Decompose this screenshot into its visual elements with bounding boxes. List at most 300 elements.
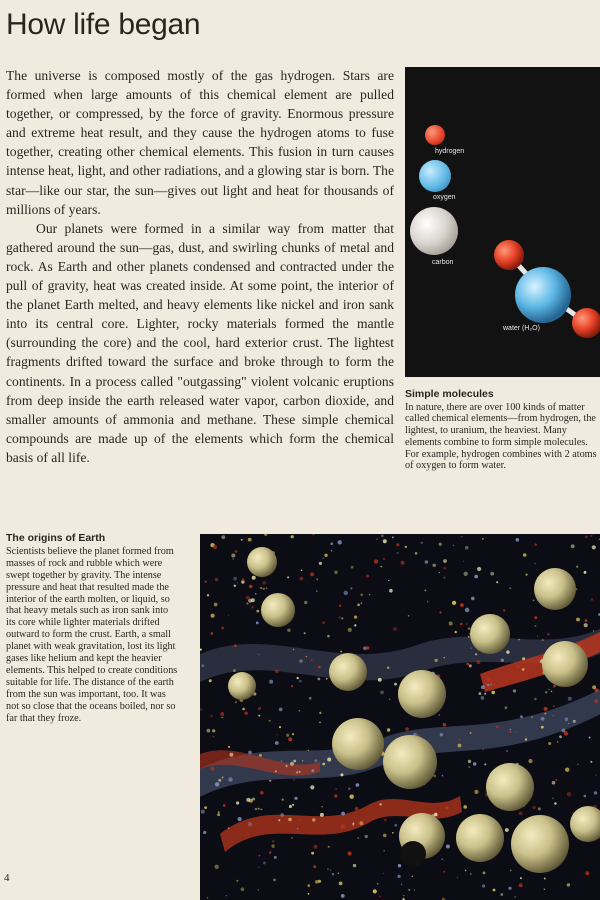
dust-speck: [279, 708, 283, 712]
dust-speck: [481, 685, 485, 689]
page-title: How life began: [6, 8, 201, 41]
dust-speck: [470, 647, 471, 648]
dust-speck: [258, 654, 260, 656]
dust-speck: [398, 875, 401, 878]
dust-speck: [573, 720, 576, 723]
dust-speck: [288, 737, 292, 741]
dust-speck: [534, 563, 535, 564]
dust-speck: [470, 873, 472, 875]
dust-speck: [387, 666, 390, 669]
dust-speck: [366, 646, 369, 649]
dust-speck: [481, 696, 485, 700]
dust-speck: [246, 798, 250, 802]
dust-speck: [544, 878, 546, 880]
dust-speck: [323, 558, 324, 559]
dust-speck: [366, 575, 369, 578]
dust-speck: [235, 550, 238, 553]
dust-speck: [273, 879, 276, 882]
dust-speck: [401, 883, 403, 885]
dust-speck: [509, 587, 511, 589]
dust-speck: [260, 809, 262, 811]
dust-speck: [228, 777, 232, 781]
oxygen-label: oxygen: [433, 194, 456, 201]
dust-speck: [414, 889, 415, 890]
dust-speck: [294, 797, 297, 800]
dust-speck: [331, 550, 332, 551]
dust-speck: [389, 589, 393, 593]
dust-speck: [534, 616, 537, 619]
dust-speck: [514, 896, 516, 898]
dust-speck: [332, 873, 334, 875]
dust-speck: [210, 715, 213, 718]
dust-speck: [538, 807, 541, 810]
dust-speck: [204, 806, 207, 809]
dust-speck: [525, 738, 527, 740]
dust-speck: [326, 678, 328, 680]
dust-speck: [383, 873, 384, 874]
dust-speck: [226, 895, 227, 896]
dust-speck: [246, 596, 250, 600]
dust-speck: [274, 856, 277, 859]
dust-speck: [286, 765, 288, 767]
dust-speck: [292, 804, 294, 806]
dust-speck: [260, 587, 262, 589]
dust-speck: [591, 598, 594, 601]
dust-speck: [357, 604, 360, 607]
rock-mass: [383, 735, 437, 789]
dust-speck: [205, 581, 207, 583]
dust-speck: [207, 594, 209, 596]
dust-speck: [351, 566, 354, 569]
dust-speck: [310, 572, 314, 576]
dust-speck: [567, 792, 571, 796]
dust-speck: [241, 539, 243, 541]
dust-speck: [444, 657, 445, 658]
dust-speck: [200, 708, 202, 710]
dust-speck: [211, 614, 215, 618]
earth-caption: [6, 533, 178, 725]
dust-speck: [520, 715, 523, 718]
dust-speck: [234, 644, 237, 647]
dust-speck: [318, 666, 321, 669]
dust-speck: [228, 746, 230, 748]
dust-speck: [293, 649, 295, 651]
dust-speck: [312, 818, 315, 821]
rock-mass: [400, 841, 426, 867]
rock-masses-illustration: [200, 534, 600, 900]
dust-speck: [506, 750, 508, 752]
dust-speck: [490, 684, 492, 686]
dust-speck: [384, 819, 387, 822]
dust-speck: [383, 834, 387, 838]
molecules-caption-title: Simple molecules: [405, 388, 494, 400]
dust-speck: [544, 888, 546, 890]
dust-speck: [501, 659, 504, 662]
dust-speck: [269, 720, 271, 722]
dust-speck: [236, 801, 239, 804]
dust-speck: [592, 685, 596, 689]
dust-speck: [461, 536, 462, 537]
dust-speck: [260, 791, 263, 794]
dust-speck: [392, 832, 394, 834]
dust-speck: [328, 846, 330, 848]
dust-speck: [383, 539, 387, 543]
dust-speck: [341, 812, 345, 816]
dust-speck: [547, 633, 549, 635]
dust-speck: [215, 865, 219, 869]
molecules-caption: [405, 389, 600, 472]
dust-speck: [258, 715, 260, 717]
dust-speck: [299, 680, 302, 683]
dust-speck: [439, 611, 441, 613]
dust-speck: [341, 617, 343, 619]
dust-speck: [589, 737, 591, 739]
dust-speck: [387, 728, 390, 731]
dust-speck: [401, 561, 405, 565]
dust-speck: [213, 736, 215, 738]
dust-speck: [286, 734, 289, 737]
dust-speck: [377, 883, 379, 885]
dust-speck: [506, 650, 509, 653]
dust-speck: [519, 883, 523, 887]
dust-speck: [314, 845, 318, 849]
dust-speck: [233, 577, 237, 581]
rock-mass: [511, 815, 569, 873]
dust-speck: [443, 871, 445, 873]
dust-speck: [534, 698, 537, 701]
dust-speck: [238, 817, 242, 821]
rock-mass: [534, 568, 576, 610]
dust-speck: [496, 581, 498, 583]
dust-speck: [256, 610, 259, 613]
dust-speck: [525, 736, 526, 737]
dust-speck: [319, 722, 321, 724]
dust-speck: [218, 811, 220, 813]
dust-speck: [474, 575, 478, 579]
dust-speck: [269, 680, 273, 684]
dust-speck: [296, 771, 298, 773]
dust-speck: [339, 882, 343, 886]
dust-speck: [465, 608, 469, 612]
dust-speck: [562, 729, 566, 733]
dust-speck: [584, 795, 587, 798]
rock-mass: [398, 670, 446, 718]
dust-speck: [327, 868, 329, 870]
dust-speck: [201, 664, 204, 667]
dust-speck: [594, 699, 598, 703]
dust-speck: [433, 564, 436, 567]
dust-speck: [354, 624, 356, 626]
dust-speck: [440, 733, 443, 736]
dust-speck: [340, 773, 343, 776]
dust-speck: [457, 877, 458, 878]
dust-speck: [236, 880, 238, 882]
earth-caption-text: Scientists believe the planet formed from masses of rock and rubble which were swept together by gravity. The intense pressure and heat that resulted made the interior of the earth molten, or liquid, so that heavy metals such as iron sank into its core while lighter materials drifted outward to form the crust. Earth, a small planet with weak gravitation, lost its light gases like helium and kept the heavier elements. This helped to create conditions suitable for life. The distance of the earth from the sun was important, too. It was not so close that the oceans boiled, nor so far that they froze.: [6, 545, 178, 724]
dust-speck: [327, 635, 330, 638]
dust-speck: [271, 844, 274, 847]
rock-mass: [486, 763, 534, 811]
dust-speck: [522, 657, 525, 660]
dust-speck: [508, 887, 511, 890]
dust-speck: [222, 777, 224, 779]
dust-speck: [228, 827, 230, 829]
dust-speck: [373, 889, 377, 893]
dust-speck: [506, 681, 508, 683]
dust-speck: [500, 893, 503, 896]
dust-speck: [553, 705, 555, 707]
dust-speck: [221, 535, 225, 539]
dust-speck: [269, 851, 271, 853]
dust-speck: [348, 788, 351, 791]
rock-mass: [456, 814, 504, 862]
dust-speck: [255, 593, 257, 595]
dust-speck: [242, 578, 245, 581]
dust-speck: [233, 669, 236, 672]
dust-speck: [389, 699, 390, 700]
dust-speck: [394, 824, 397, 827]
dust-speck: [249, 585, 253, 589]
dust-speck: [348, 628, 352, 632]
dust-speck: [357, 837, 359, 839]
dust-speck: [360, 594, 363, 597]
dust-speck: [350, 587, 352, 589]
dust-speck: [434, 813, 437, 816]
dust-speck: [491, 691, 495, 695]
dust-speck: [442, 775, 444, 777]
dust-speck: [443, 723, 446, 726]
dust-speck: [258, 808, 260, 810]
dust-speck: [292, 733, 294, 735]
dust-speck: [300, 577, 304, 581]
dust-speck: [338, 540, 342, 544]
paragraph-1: The universe is composed mostly of the gas hydrogen. Stars are formed when large amounts of this chemical element are pulled together, or compressed, by the force of gravity. Enormous pressure and extreme heat result, and they cause the hydrogen atoms to fuse together, creating other chemical elements. This fusion in turn causes intense heat, light, and other radiations, and a glowing star is born. The star—like our star, the sun—gives out light and heat for thousands of millions of years.: [6, 68, 394, 217]
dust-speck: [571, 544, 575, 548]
dust-speck: [290, 762, 294, 766]
dust-speck: [473, 762, 476, 765]
dust-speck: [327, 758, 331, 762]
dust-speck: [297, 828, 299, 830]
dust-speck: [534, 625, 536, 627]
rock-mass: [542, 641, 588, 687]
dust-speck: [300, 819, 302, 821]
dust-speck: [544, 713, 546, 715]
dust-speck: [542, 639, 544, 641]
dust-speck: [470, 732, 472, 734]
dust-speck: [297, 677, 299, 679]
dust-speck: [522, 668, 525, 671]
dust-speck: [354, 616, 357, 619]
dust-speck: [304, 632, 306, 634]
dust-speck: [471, 597, 475, 601]
dust-speck: [532, 806, 535, 809]
dust-speck: [258, 867, 260, 869]
dust-speck: [322, 621, 325, 624]
dust-speck: [465, 870, 467, 872]
dust-speck: [544, 707, 548, 711]
dust-speck: [518, 639, 520, 641]
dust-speck: [293, 779, 295, 781]
dust-speck: [293, 760, 296, 763]
dust-speck: [439, 714, 441, 716]
dust-speck: [218, 779, 221, 782]
dust-speck: [405, 727, 409, 731]
dust-speck: [577, 764, 578, 765]
dust-speck: [308, 884, 311, 887]
dust-speck: [315, 880, 319, 884]
dust-speck: [256, 622, 259, 625]
water-hydrogen-atom-2: [572, 308, 600, 338]
dust-speck: [252, 576, 256, 580]
dust-speck: [482, 884, 485, 887]
dust-speck: [324, 554, 327, 557]
dust-speck: [321, 806, 323, 808]
dust-speck: [281, 760, 283, 762]
dust-speck: [520, 877, 522, 879]
dust-speck: [535, 544, 537, 546]
dust-speck: [439, 543, 442, 546]
dust-speck: [479, 692, 482, 695]
dust-speck: [209, 679, 212, 682]
dust-speck: [590, 761, 592, 763]
dust-speck: [355, 807, 359, 811]
dust-speck: [439, 572, 440, 573]
dust-speck: [548, 742, 551, 745]
dust-speck: [459, 739, 461, 741]
dust-speck: [323, 759, 324, 760]
dust-speck: [565, 768, 569, 772]
dust-speck: [526, 574, 528, 576]
molecules-figure: [405, 67, 600, 377]
dust-speck: [398, 864, 401, 867]
dust-speck: [213, 545, 217, 549]
dust-speck: [248, 751, 252, 755]
dust-speck: [412, 876, 413, 877]
dust-speck: [352, 824, 354, 826]
dust-speck: [594, 791, 597, 794]
dust-speck: [455, 631, 457, 633]
dust-speck: [486, 677, 490, 681]
water-hydrogen-atom-1: [494, 240, 524, 270]
dust-speck: [379, 896, 381, 898]
dust-speck: [282, 799, 284, 801]
dust-speck: [458, 744, 462, 748]
dust-speck: [548, 689, 549, 690]
dust-speck: [463, 805, 467, 809]
dust-speck: [287, 576, 289, 578]
dust-speck: [551, 691, 552, 692]
dust-speck: [291, 535, 294, 538]
dust-speck: [359, 821, 363, 825]
dust-speck: [475, 653, 477, 655]
dust-speck: [369, 594, 370, 595]
dust-speck: [281, 813, 284, 816]
dust-speck: [308, 893, 310, 895]
dust-speck: [291, 837, 293, 839]
dust-speck: [568, 723, 569, 724]
dust-speck: [541, 726, 544, 729]
dust-speck: [278, 819, 280, 821]
dust-speck: [308, 750, 309, 751]
dust-speck: [381, 534, 384, 537]
dust-speck: [509, 731, 511, 733]
rock-mass: [470, 614, 510, 654]
dust-speck: [258, 707, 261, 710]
dust-speck: [350, 795, 354, 799]
dust-speck: [490, 572, 494, 576]
dust-speck: [279, 726, 281, 728]
dust-speck: [505, 706, 508, 709]
dust-speck: [383, 850, 385, 852]
dust-speck: [484, 693, 486, 695]
dust-speck: [334, 571, 337, 574]
dust-speck: [314, 759, 317, 762]
dust-speck: [554, 802, 556, 804]
dust-speck: [441, 858, 443, 860]
dust-speck: [483, 872, 486, 875]
dust-speck: [275, 741, 279, 745]
dust-speck: [244, 712, 247, 715]
dust-speck: [215, 782, 219, 786]
dust-speck: [365, 835, 368, 838]
dust-speck: [592, 545, 596, 549]
dust-speck: [510, 870, 511, 871]
dust-speck: [232, 558, 234, 560]
dust-speck: [338, 616, 340, 618]
dust-speck: [474, 790, 478, 794]
dust-speck: [318, 678, 321, 681]
dust-speck: [320, 813, 324, 817]
rock-mass: [228, 672, 256, 700]
dust-speck: [361, 602, 363, 604]
dust-speck: [568, 697, 572, 701]
dust-speck: [235, 701, 237, 703]
dust-speck: [477, 567, 481, 571]
dust-speck: [585, 536, 588, 539]
molecules-caption-text: In nature, there are over 100 kinds of matter called chemical elements—from hydrogen, the lightest, to uranium, the heaviest. Many elements combine to form simple molecules.: [405, 401, 596, 448]
dust-speck: [557, 741, 558, 742]
dust-speck: [299, 771, 301, 773]
dust-speck: [356, 783, 360, 787]
dust-speck: [203, 831, 206, 834]
dust-speck: [405, 546, 407, 548]
dust-speck: [248, 822, 252, 826]
dust-speck: [468, 636, 470, 638]
dust-speck: [421, 542, 423, 544]
dust-speck: [269, 780, 271, 782]
dust-speck: [304, 601, 307, 604]
dust-speck: [487, 684, 489, 686]
dust-speck: [322, 763, 325, 766]
dust-speck: [425, 590, 427, 592]
main-article: [6, 66, 394, 467]
dust-speck: [341, 824, 345, 828]
dust-speck: [344, 591, 348, 595]
dust-speck: [394, 683, 397, 686]
dust-speck: [339, 605, 341, 607]
dust-speck: [272, 840, 274, 842]
dust-speck: [275, 669, 279, 673]
dust-speck: [380, 803, 382, 805]
dust-speck: [408, 615, 410, 617]
dust-speck: [309, 697, 312, 700]
dust-speck: [338, 873, 339, 874]
dust-speck: [523, 553, 527, 557]
dust-speck: [330, 869, 332, 871]
dust-speck: [443, 577, 445, 579]
dust-speck: [533, 600, 535, 602]
earth-caption-title: The origins of Earth: [6, 532, 106, 544]
dust-speck: [435, 659, 438, 662]
